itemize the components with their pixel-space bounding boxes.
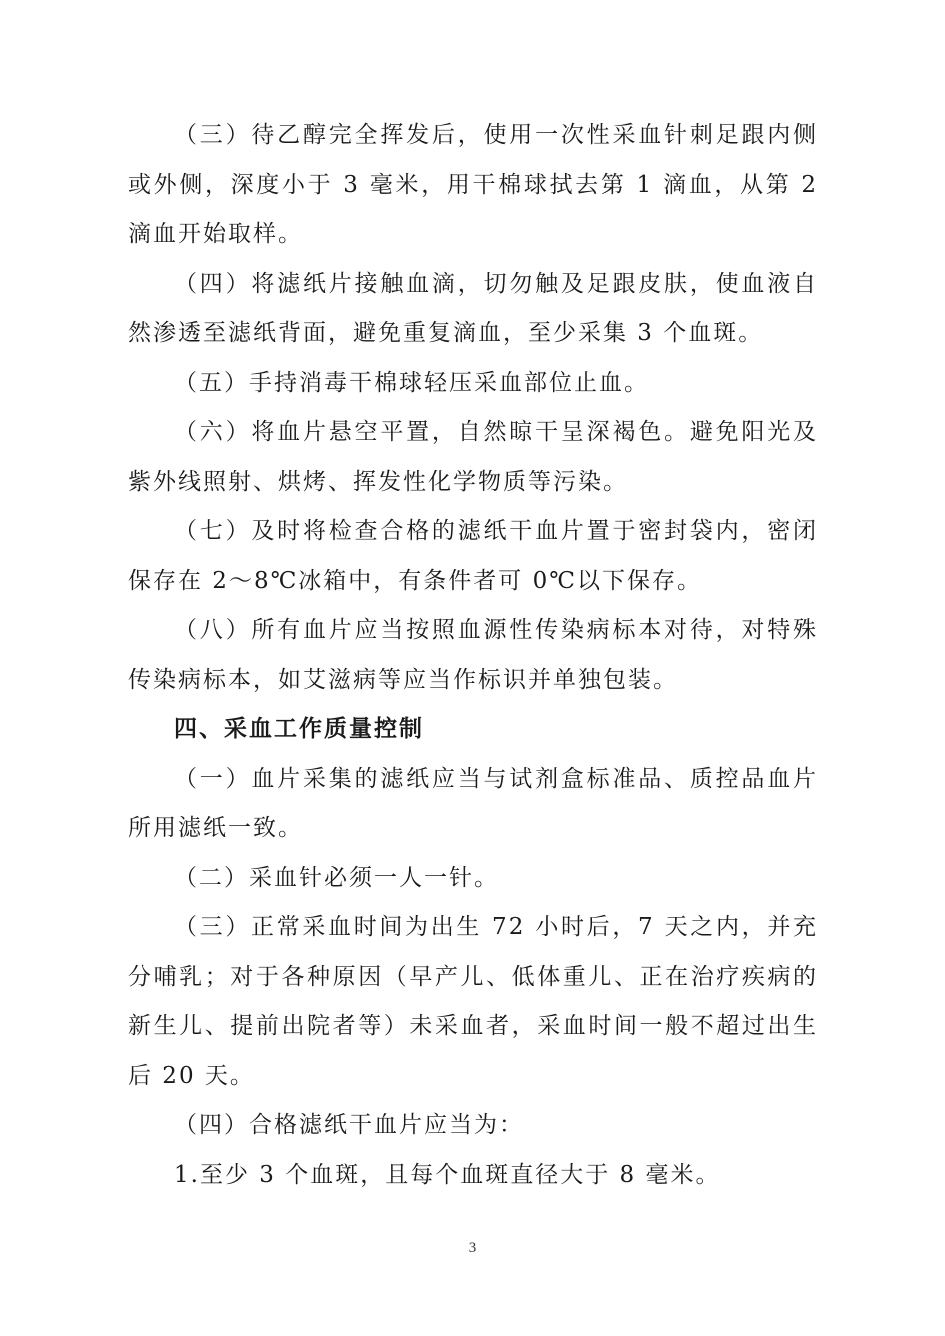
page-number: 3 [468,1240,477,1256]
section-heading-quality-control: 四、采血工作质量控制 [174,716,424,742]
paragraph-quality-control-1: （一）血片采集的滤纸应当与试剂盒标准品、质控品血片所用滤纸一致。 [128,765,818,841]
paragraph-blood-sampling-step-8: （八）所有血片应当按照血源性传染病标本对待，对特殊传染病标本，如艾滋病等应当作标识并单独包装。 [128,617,818,693]
paragraph-blood-sampling-step-5: （五）手持消毒干棉球轻压采血部位止血。 [174,369,649,396]
paragraph-blood-sampling-step-4: （四）将滤纸片接触血滴，切勿触及足跟皮肤，使血液自然渗透至滤纸背面，避免重复滴血，至少采集 3 个血斑。 [128,270,818,346]
paragraph-blood-sampling-step-3: （三）待乙醇完全挥发后，使用一次性采血针刺足跟内侧或外侧，深度小于 3 毫米，用干棉球拭去第 1 滴血，从第 2 滴血开始取样。 [128,122,818,247]
page-body [128,111,818,1200]
paragraph-quality-control-2: （二）采血针必须一人一针。 [174,864,499,891]
paragraph-quality-control-4: （四）合格滤纸干血片应当为： [174,1112,524,1138]
paragraph-quality-control-4-item-1: 1.至少 3 个血斑，且每个血斑直径大于 8 毫米。 [174,1161,721,1188]
paragraph-blood-sampling-step-6: （六）将血片悬空平置，自然晾干呈深褐色。避免阳光及紫外线照射、烘烤、挥发性化学物质等污染。 [128,419,818,495]
paragraph-blood-sampling-step-7: （七）及时将检查合格的滤纸干血片置于密封袋内，密闭保存在 2～8℃冰箱中，有条件者可 0℃以下保存。 [128,518,818,594]
paragraph-quality-control-3: （三）正常采血时间为出生 72 小时后，7 天之内，并充分哺乳；对于各种原因（早产儿、低体重儿、正在治疗疾病的新生儿、提前出院者等）未采血者，采血时间一般不超过出生后 20 天。 [128,914,818,1089]
